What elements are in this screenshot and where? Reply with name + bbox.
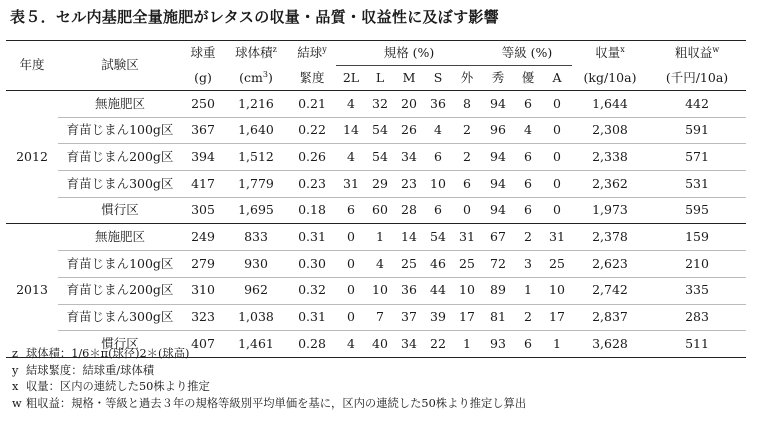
cell-size-2L: 14 xyxy=(336,117,366,144)
cell-firmness: 0.28 xyxy=(288,331,336,358)
cell-grade-yu: 3 xyxy=(514,251,542,278)
cell-grade-a: 0 xyxy=(542,117,572,144)
footnote xyxy=(12,363,526,380)
cell-income: 210 xyxy=(648,251,746,278)
cell-grade-yu: 4 xyxy=(514,117,542,144)
header-size-out: 外 xyxy=(452,66,482,91)
cell-plot: 慣行区 xyxy=(58,331,182,358)
cell-size-out: 10 xyxy=(452,277,482,304)
cell-size-2L: 4 xyxy=(336,331,366,358)
header-year: 年度 xyxy=(6,41,58,91)
cell-size-out: 25 xyxy=(452,251,482,278)
cell-income: 511 xyxy=(648,331,746,358)
header-row-1 xyxy=(6,41,746,66)
cell-yield: 2,742 xyxy=(572,277,648,304)
cell-grade-shu: 94 xyxy=(482,91,514,118)
table-row xyxy=(6,171,746,198)
cell-grade-shu: 94 xyxy=(482,171,514,198)
cell-size-2L: 4 xyxy=(336,91,366,118)
cell-plot: 育苗じまん100g区 xyxy=(58,251,182,278)
cell-size-S: 4 xyxy=(424,117,452,144)
cell-plot: 育苗じまん200g区 xyxy=(58,277,182,304)
cell-grade-a: 10 xyxy=(542,277,572,304)
cell-income: 283 xyxy=(648,304,746,331)
cell-volume: 1,216 xyxy=(224,91,288,118)
cell-plot: 無施肥区 xyxy=(58,224,182,251)
header-grade-yu: 優 xyxy=(514,66,542,91)
cell-income: 595 xyxy=(648,197,746,224)
cell-volume: 962 xyxy=(224,277,288,304)
cell-size-S: 36 xyxy=(424,91,452,118)
cell-size-M: 25 xyxy=(394,251,424,278)
header-firmness: 結球$^y$ xyxy=(288,41,336,66)
footnote-text: 結球緊度：結球重/球体積 xyxy=(26,363,155,377)
footnote xyxy=(12,396,526,413)
cell-firmness: 0.31 xyxy=(288,304,336,331)
cell-grade-a: 17 xyxy=(542,304,572,331)
cell-grade-shu: 94 xyxy=(482,197,514,224)
cell-size-S: 39 xyxy=(424,304,452,331)
cell-year: 2013 xyxy=(6,224,58,357)
cell-size-M: 34 xyxy=(394,144,424,171)
cell-size-L: 32 xyxy=(366,91,394,118)
cell-volume: 1,779 xyxy=(224,171,288,198)
cell-grade-yu: 6 xyxy=(514,197,542,224)
table-title: 表５．セル内基肥全量施肥がレタスの収量・品質・収益性に及ぼす影響 xyxy=(10,8,500,26)
cell-size-L: 29 xyxy=(366,171,394,198)
cell-income: 591 xyxy=(648,117,746,144)
footnote xyxy=(12,379,526,396)
header-plot: 試験区 xyxy=(58,41,182,91)
cell-grade-yu: 6 xyxy=(514,91,542,118)
cell-size-out: 6 xyxy=(452,171,482,198)
cell-size-2L: 4 xyxy=(336,144,366,171)
cell-yield: 2,837 xyxy=(572,304,648,331)
cell-volume: 1,695 xyxy=(224,197,288,224)
cell-size-2L: 6 xyxy=(336,197,366,224)
cell-weight: 323 xyxy=(182,304,224,331)
cell-size-2L: 31 xyxy=(336,171,366,198)
cell-size-S: 6 xyxy=(424,197,452,224)
header-grade-a: A xyxy=(542,66,572,91)
cell-weight: 417 xyxy=(182,171,224,198)
header-size-M: M xyxy=(394,66,424,91)
cell-plot: 育苗じまん300g区 xyxy=(58,304,182,331)
table-row xyxy=(6,277,746,304)
table-row xyxy=(6,144,746,171)
header-yield-unit: (kg/10a) xyxy=(572,66,648,91)
cell-grade-shu: 81 xyxy=(482,304,514,331)
cell-grade-shu: 93 xyxy=(482,331,514,358)
cell-firmness: 0.31 xyxy=(288,224,336,251)
cell-size-L: 60 xyxy=(366,197,394,224)
cell-size-L: 1 xyxy=(366,224,394,251)
cell-firmness: 0.21 xyxy=(288,91,336,118)
cell-size-S: 54 xyxy=(424,224,452,251)
cell-size-S: 6 xyxy=(424,144,452,171)
cell-volume: 930 xyxy=(224,251,288,278)
cell-size-S: 46 xyxy=(424,251,452,278)
footnote-text: 収量：区内の連続した50株より推定 xyxy=(26,380,210,393)
cell-income: 531 xyxy=(648,171,746,198)
cell-grade-yu: 2 xyxy=(514,304,542,331)
header-yield: 収量$^x$ xyxy=(572,41,648,66)
cell-size-out: 31 xyxy=(452,224,482,251)
footnote-key: y xyxy=(12,363,19,377)
cell-size-2L: 0 xyxy=(336,224,366,251)
cell-size-L: 40 xyxy=(366,331,394,358)
cell-grade-a: 0 xyxy=(542,144,572,171)
cell-grade-a: 1 xyxy=(542,331,572,358)
table-row xyxy=(6,224,746,251)
cell-size-M: 26 xyxy=(394,117,424,144)
header-grade-shu: 秀 xyxy=(482,66,514,91)
cell-plot: 無施肥区 xyxy=(58,91,182,118)
cell-plot: 慣行区 xyxy=(58,197,182,224)
cell-volume: 833 xyxy=(224,224,288,251)
cell-yield: 1,973 xyxy=(572,197,648,224)
cell-grade-shu: 96 xyxy=(482,117,514,144)
cell-size-out: 2 xyxy=(452,117,482,144)
cell-income: 442 xyxy=(648,91,746,118)
header-size-L: L xyxy=(366,66,394,91)
cell-grade-a: 31 xyxy=(542,224,572,251)
cell-grade-shu: 67 xyxy=(482,224,514,251)
cell-yield: 2,378 xyxy=(572,224,648,251)
cell-size-out: 8 xyxy=(452,91,482,118)
cell-weight: 279 xyxy=(182,251,224,278)
cell-size-S: 44 xyxy=(424,277,452,304)
cell-firmness: 0.23 xyxy=(288,171,336,198)
cell-firmness: 0.30 xyxy=(288,251,336,278)
cell-yield: 2,623 xyxy=(572,251,648,278)
cell-size-L: 4 xyxy=(366,251,394,278)
cell-grade-yu: 2 xyxy=(514,224,542,251)
header-volume: 球体積$^z$ xyxy=(224,41,288,66)
cell-grade-yu: 6 xyxy=(514,171,542,198)
cell-grade-a: 0 xyxy=(542,197,572,224)
cell-firmness: 0.22 xyxy=(288,117,336,144)
table-row xyxy=(6,91,746,118)
table-row xyxy=(6,117,746,144)
cell-size-S: 22 xyxy=(424,331,452,358)
cell-size-out: 2 xyxy=(452,144,482,171)
cell-volume: 1,512 xyxy=(224,144,288,171)
cell-size-out: 1 xyxy=(452,331,482,358)
cell-size-L: 54 xyxy=(366,144,394,171)
cell-size-out: 0 xyxy=(452,197,482,224)
cell-size-2L: 0 xyxy=(336,277,366,304)
footnote-key: z xyxy=(12,347,18,360)
cell-grade-a: 0 xyxy=(542,171,572,198)
cell-size-M: 20 xyxy=(394,91,424,118)
cell-size-L: 54 xyxy=(366,117,394,144)
cell-weight: 407 xyxy=(182,331,224,358)
cell-yield: 2,338 xyxy=(572,144,648,171)
header-weight: 球重 xyxy=(182,41,224,66)
header-weight-unit: (g) xyxy=(182,66,224,91)
cell-size-2L: 0 xyxy=(336,304,366,331)
cell-size-2L: 0 xyxy=(336,251,366,278)
cell-size-S: 10 xyxy=(424,171,452,198)
cell-weight: 367 xyxy=(182,117,224,144)
footnote xyxy=(12,346,526,363)
cell-firmness: 0.32 xyxy=(288,277,336,304)
cell-grade-yu: 6 xyxy=(514,331,542,358)
header-income: 粗収益$^w$ xyxy=(648,41,746,66)
cell-size-M: 23 xyxy=(394,171,424,198)
cell-grade-yu: 1 xyxy=(514,277,542,304)
cell-weight: 250 xyxy=(182,91,224,118)
table-body xyxy=(6,91,746,358)
cell-weight: 310 xyxy=(182,277,224,304)
header-grade-group: 等級 (%) xyxy=(482,41,572,66)
cell-plot: 育苗じまん200g区 xyxy=(58,144,182,171)
cell-size-M: 36 xyxy=(394,277,424,304)
table-row xyxy=(6,251,746,278)
cell-yield: 2,308 xyxy=(572,117,648,144)
cell-size-L: 10 xyxy=(366,277,394,304)
cell-income: 335 xyxy=(648,277,746,304)
header-size-2L: 2L xyxy=(336,66,366,91)
footnote-key: x xyxy=(12,380,19,393)
table-row xyxy=(6,304,746,331)
cell-volume: 1,038 xyxy=(224,304,288,331)
results-table xyxy=(6,40,746,358)
header-size-S: S xyxy=(424,66,452,91)
cell-income: 571 xyxy=(648,144,746,171)
cell-weight: 394 xyxy=(182,144,224,171)
cell-size-M: 14 xyxy=(394,224,424,251)
cell-grade-shu: 94 xyxy=(482,144,514,171)
cell-firmness: 0.18 xyxy=(288,197,336,224)
cell-yield: 2,362 xyxy=(572,171,648,198)
cell-plot: 育苗じまん300g区 xyxy=(58,171,182,198)
cell-grade-yu: 6 xyxy=(514,144,542,171)
cell-plot: 育苗じまん100g区 xyxy=(58,117,182,144)
header-income-unit: (千円/10a) xyxy=(648,66,746,91)
cell-weight: 249 xyxy=(182,224,224,251)
footnote-key: w xyxy=(12,396,22,410)
cell-grade-shu: 89 xyxy=(482,277,514,304)
cell-yield: 3,628 xyxy=(572,331,648,358)
table-row xyxy=(6,197,746,224)
cell-firmness: 0.26 xyxy=(288,144,336,171)
cell-volume: 1,640 xyxy=(224,117,288,144)
cell-size-M: 37 xyxy=(394,304,424,331)
cell-size-M: 34 xyxy=(394,331,424,358)
cell-size-out: 17 xyxy=(452,304,482,331)
footnotes xyxy=(12,346,526,412)
cell-income: 159 xyxy=(648,224,746,251)
cell-year: 2012 xyxy=(6,91,58,224)
header-volume-unit: $(cm^3)$ xyxy=(224,66,288,91)
header-firmness-2: 緊度 xyxy=(288,66,336,91)
cell-yield: 1,644 xyxy=(572,91,648,118)
cell-grade-a: 25 xyxy=(542,251,572,278)
cell-grade-shu: 72 xyxy=(482,251,514,278)
footnote-text: 球体積：1/6＊π(球径)2＊(球高) xyxy=(26,347,190,360)
cell-size-M: 28 xyxy=(394,197,424,224)
cell-weight: 305 xyxy=(182,197,224,224)
cell-grade-a: 0 xyxy=(542,91,572,118)
cell-volume: 1,461 xyxy=(224,331,288,358)
footnote-text: 粗収益：規格・等級と過去３年の規格等級別平均単価を基に，区内の連続した50株より推定し算出 xyxy=(26,396,527,410)
header-size-group: 規格 (%) xyxy=(336,41,482,66)
cell-size-L: 7 xyxy=(366,304,394,331)
